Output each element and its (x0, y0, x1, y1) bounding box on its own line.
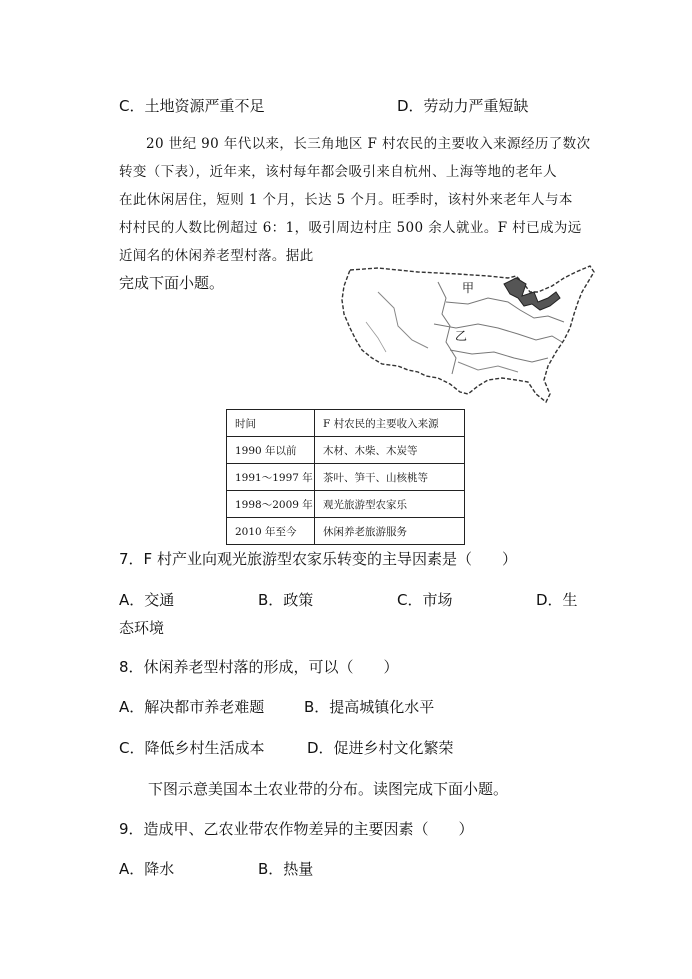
passage1-line-5: 近闻名的休闲养老型村落。据此 (119, 248, 314, 264)
belt-boundary-3 (434, 324, 562, 342)
table-row (227, 518, 465, 545)
q7-option-d-continued: 态环境 (119, 619, 165, 637)
q8-option-a: A．解决都市养老难题 (119, 698, 265, 716)
belt-boundary-6 (458, 362, 518, 372)
belt-boundary-4 (450, 350, 548, 362)
q8-option-d: D．促进乡村文化繁荣 (307, 739, 454, 757)
passage1-line-1: 20 世纪 90 年代以来，长三角地区 F 村农民的主要收入来源经历了数次 (146, 136, 591, 152)
q7-option-d: D．生 (536, 591, 578, 609)
table-row (227, 437, 465, 464)
table-header-time: 时间 (227, 410, 315, 437)
table-cell-time: 1990 年以前 (227, 437, 315, 464)
q9-option-a: A．降水 (119, 860, 175, 878)
q9-stem: 9．造成甲、乙农业带农作物差异的主要因素（ ） (119, 820, 474, 838)
passage1-line-2: 转变（下表），近年来，该村每年都会吸引来自杭州、上海等地的老年人 (119, 164, 558, 180)
q8-option-b: B．提高城镇化水平 (304, 698, 435, 716)
us-agriculture-map (338, 262, 600, 406)
belt-boundary-5 (378, 292, 428, 348)
q6-option-c: C．土地资源严重不足 (119, 97, 265, 115)
q9-option-b: B．热量 (258, 860, 314, 878)
q7-stem: 7．F 村产业向观光旅游型农家乐转变的主导因素是（ ） (119, 550, 517, 568)
q8-option-c: C．降低乡村生活成本 (119, 739, 265, 757)
table-row (227, 464, 465, 491)
table-header-income: F 村农民的主要收入来源 (315, 410, 465, 437)
table-header-row (227, 410, 465, 437)
table-cell-time: 2010 年至今 (227, 518, 315, 545)
q6-option-d: D．劳动力严重短缺 (397, 97, 529, 115)
passage1-line-6: 完成下面小题。 (119, 274, 225, 292)
table-cell-time: 1998～2009 年 (227, 491, 315, 518)
q8-stem: 8．休闲养老型村落的形成，可以（ ） (119, 658, 399, 676)
q7-option-b: B．政策 (258, 591, 314, 609)
table-row (227, 491, 465, 518)
table-cell-income: 木材、木柴、木炭等 (315, 437, 465, 464)
passage1-line-4: 村村民的人数比例超过 6：1，吸引周边村庄 500 余人就业。F 村已成为远 (119, 220, 582, 236)
table-cell-income: 茶叶、笋干、山核桃等 (315, 464, 465, 491)
belt-boundary-7 (366, 322, 386, 352)
map-label-jia: 甲 (462, 281, 475, 295)
income-source-table (226, 409, 465, 545)
q7-option-c: C．市场 (397, 591, 453, 609)
table-cell-income: 观光旅游型农家乐 (315, 491, 465, 518)
passage2: 下图示意美国本土农业带的分布。读图完成下面小题。 (148, 780, 509, 798)
table-cell-time: 1991～1997 年 (227, 464, 315, 491)
passage1-line-3: 在此休闲居住，短则 1 个月，长达 5 个月。旺季时，该村外来老年人与本 (119, 192, 573, 208)
q7-option-a: A．交通 (119, 591, 175, 609)
map-label-yi: 乙 (455, 329, 468, 343)
table-cell-income: 休闲养老旅游服务 (315, 518, 465, 545)
